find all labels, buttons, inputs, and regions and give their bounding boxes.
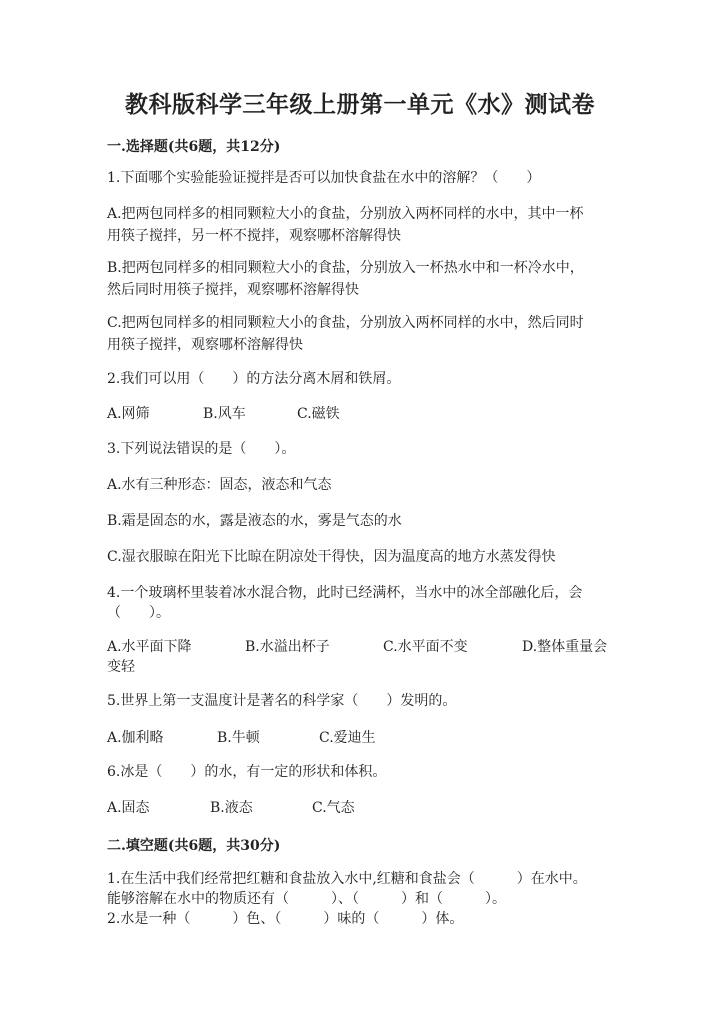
question-1-option-a-line1: A.把两包同样多的相同颗粒大小的食盐，分别放入两杯同样的水中，其中一杯 xyxy=(107,206,584,222)
question-6-option-a: A.固态 xyxy=(107,800,150,816)
question-4-option-d-wrap: 变轻 xyxy=(107,659,135,675)
question-6-stem: 6.冰是（ ）的水，有一定的形状和体积。 xyxy=(107,764,387,780)
question-2-option-c: C.磁铁 xyxy=(297,406,340,422)
question-2-option-b: B.风车 xyxy=(203,406,246,422)
question-2-stem: 2.我们可以用（ ）的方法分离木屑和铁屑。 xyxy=(107,371,401,387)
question-4-stem-line2: （ ）。 xyxy=(107,605,170,621)
question-1-option-b-line1: B.把两包同样多的相同颗粒大小的食盐，分别放入一杯热水中和一杯冷水中， xyxy=(107,260,584,276)
fill-1-line2: 能够溶解在水中的物质还有（ ）、（ ）和（ ）。 xyxy=(107,891,506,907)
section-choice-heading: 一.选择题(共6题，共12分) xyxy=(107,139,281,155)
question-1-stem: 1.下面哪个实验能验证搅拌是否可以加快食盐在水中的溶解？（ ） xyxy=(107,170,541,186)
question-1-option-a-line2: 用筷子搅拌，另一杯不搅拌，观察哪杯溶解得快 xyxy=(107,228,401,244)
question-4-option-d: D.整体重量会 xyxy=(522,639,608,655)
question-4-option-a: A.水平面下降 xyxy=(107,639,192,655)
question-4-option-c: C.水平面不变 xyxy=(383,639,468,655)
fill-1-line1: 1.在生活中我们经常把红糖和食盐放入水中,红糖和食盐会（ ）在水中。 xyxy=(107,871,587,887)
section-fill-heading: 二.填空题(共6题，共30分) xyxy=(107,838,281,854)
question-6-option-b: B.液态 xyxy=(210,800,253,816)
question-6-option-c: C.气态 xyxy=(312,800,355,816)
question-3-option-a: A.水有三种形态：固态，液态和气态 xyxy=(107,477,332,493)
question-5-option-a: A.伽利略 xyxy=(107,730,164,746)
question-5-option-c: C.爱迪生 xyxy=(319,730,376,746)
question-2-option-a: A.网筛 xyxy=(107,406,150,422)
question-5-stem: 5.世界上第一支温度计是著名的科学家（ ）发明的。 xyxy=(107,693,457,709)
exam-title: 教科版科学三年级上册第一单元《水》测试卷 xyxy=(125,91,595,118)
question-1-option-c-line2: 用筷子搅拌，观察哪杯溶解得快 xyxy=(107,337,303,353)
question-3-option-c: C.湿衣服晾在阳光下比晾在阴凉处干得快，因为温度高的地方水蒸发得快 xyxy=(107,549,556,565)
question-4-stem-line1: 4.一个玻璃杯里装着冰水混合物，此时已经满杯，当水中的冰全部融化后，会 xyxy=(107,585,583,601)
question-1-option-b-line2: 然后同时用筷子搅拌，观察哪杯溶解得快 xyxy=(107,282,359,298)
question-4-option-b: B.水溢出杯子 xyxy=(245,639,330,655)
question-3-option-b: B.霜是固态的水，露是液态的水，雾是气态的水 xyxy=(107,513,402,529)
fill-2-line1: 2.水是一种（ ）色、（ ）味的（ ）体。 xyxy=(107,911,464,927)
question-1-option-c-line1: C.把两包同样多的相同颗粒大小的食盐，分别放入两杯同样的水中，然后同时 xyxy=(107,315,584,331)
question-5-option-b: B.牛顿 xyxy=(217,730,260,746)
question-3-stem: 3.下列说法错误的是（ ）。 xyxy=(107,441,296,457)
